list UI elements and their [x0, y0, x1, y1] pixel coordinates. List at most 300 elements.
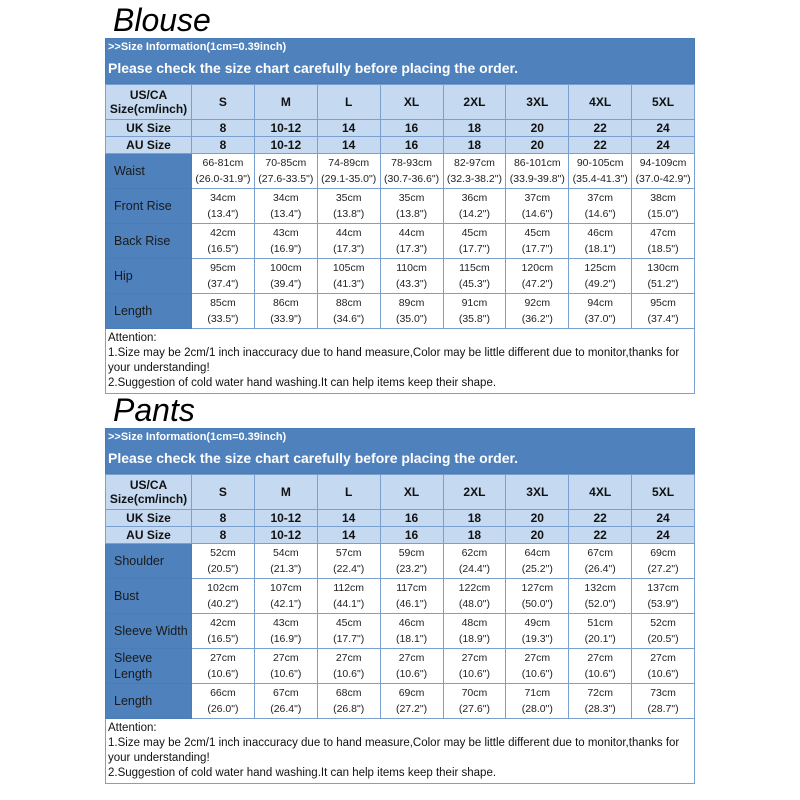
inch-value: (25.2") [521, 563, 553, 575]
cm-value: 34cm [210, 192, 236, 204]
measurement-cell [380, 294, 443, 329]
measurement-cell [254, 684, 317, 719]
measurement-cell [506, 579, 569, 614]
cm-value: 36cm [461, 192, 488, 204]
inch-value: (35.0") [395, 313, 428, 325]
measurement-label: Shoulder [106, 544, 192, 579]
measurement-cell [380, 154, 443, 189]
us-ca-header-cell [106, 475, 192, 510]
measurement-cell [192, 189, 255, 224]
uk-size-cell: 14 [317, 120, 380, 137]
attention-item-1: 1.Size may be 2cm/1 inch inaccuracy due to hand measure,Color may be little different due to monitor,thanks for your understanding! [108, 347, 680, 374]
inch-value: (37.0") [584, 313, 616, 325]
cm-value: 132cm [584, 582, 616, 594]
size-unit-label: Size(cm/inch) [109, 102, 188, 116]
measurement-cell [632, 189, 695, 224]
attention-item-1: 1.Size may be 2cm/1 inch inaccuracy due to hand measure,Color may be little different due to monitor,thanks for your understanding! [108, 737, 680, 764]
measurement-cell [632, 649, 695, 684]
measurement-cell [506, 614, 569, 649]
measurement-cell [443, 154, 506, 189]
inch-value: (22.4") [333, 563, 365, 575]
cm-value: 110cm [396, 262, 427, 274]
cm-value: 54cm [272, 547, 299, 559]
measurement-cell [506, 224, 569, 259]
cm-value: 45cm [461, 227, 488, 239]
measurement-cell [380, 649, 443, 684]
uk-size-cell: 16 [380, 510, 443, 527]
inch-value: (29.1-35.0") [321, 173, 377, 185]
measurement-cell [569, 614, 632, 649]
measurement-cell [632, 544, 695, 579]
inch-value: (13.4") [270, 208, 302, 220]
measurement-label: Length [106, 294, 192, 329]
measurement-cell [254, 649, 317, 684]
au-size-cell: 20 [506, 527, 569, 544]
inch-value: (23.2") [395, 563, 428, 575]
inch-value: (18.5") [647, 243, 679, 255]
measurement-cell [254, 294, 317, 329]
au-size-cell: 14 [317, 137, 380, 154]
measurement-cell [317, 259, 380, 294]
measurement-cell [632, 684, 695, 719]
cm-value: 27cm [461, 652, 488, 664]
measurement-cell [506, 259, 569, 294]
cm-value: 42cm [210, 227, 236, 239]
size-header-cell: S [192, 85, 255, 120]
size-check-notice: Please check the size chart carefully before placing the order. [108, 450, 519, 466]
measurement-cell [443, 224, 506, 259]
inch-value: (18.9") [458, 633, 491, 645]
cm-value: 27cm [650, 652, 676, 664]
us-ca-header-cell [106, 85, 192, 120]
inch-value: (10.6") [270, 668, 302, 680]
measurement-cell [506, 189, 569, 224]
uk-size-cell: 16 [380, 120, 443, 137]
cm-value: 69cm [398, 687, 425, 699]
inch-value: (30.7-36.6") [384, 173, 440, 185]
uk-size-cell: 24 [632, 510, 695, 527]
inch-value: (47.2") [521, 278, 553, 290]
measurement-cell [317, 649, 380, 684]
measurement-cell [443, 684, 506, 719]
pants-attention-note [105, 719, 695, 784]
cm-value: 35cm [335, 192, 362, 204]
measurement-cell [317, 579, 380, 614]
cm-value: 27cm [210, 652, 236, 664]
measurement-cell [632, 614, 695, 649]
measurement-cell [506, 684, 569, 719]
size-header-cell: M [254, 85, 317, 120]
cm-value: 94cm [587, 297, 614, 309]
uk-size-cell: 18 [443, 120, 506, 137]
attention-heading: Attention: [108, 332, 157, 344]
measurement-label: Back Rise [106, 224, 192, 259]
inch-value: (34.6") [333, 313, 365, 325]
measurement-cell [569, 649, 632, 684]
measurement-cell [443, 544, 506, 579]
measurement-label: Front Rise [106, 189, 192, 224]
inch-value: (27.2") [395, 703, 428, 715]
inch-value: (13.4") [207, 208, 239, 220]
cm-value: 72cm [587, 687, 614, 699]
measurement-cell [443, 259, 506, 294]
cm-value: 66cm [210, 687, 236, 699]
size-unit-label: Size(cm/inch) [109, 492, 188, 506]
measurement-cell [569, 684, 632, 719]
measurement-row [106, 294, 695, 329]
inch-value: (17.3") [395, 243, 428, 255]
pants-title: Pants [113, 392, 195, 428]
uk-size-cell: 22 [569, 510, 632, 527]
measurement-row [106, 579, 695, 614]
inch-value: (10.6") [458, 668, 491, 680]
cm-value: 94-109cm [639, 157, 687, 169]
inch-value: (10.6") [207, 668, 239, 680]
measurement-cell [380, 684, 443, 719]
measurement-label: Hip [106, 259, 192, 294]
au-size-cell: 24 [632, 527, 695, 544]
measurement-row [106, 224, 695, 259]
inch-value: (35.8") [458, 313, 491, 325]
cm-value: 49cm [524, 617, 551, 629]
au-size-cell: 8 [192, 137, 255, 154]
measurement-cell [317, 294, 380, 329]
measurement-cell [254, 614, 317, 649]
size-header-cell: XL [380, 475, 443, 510]
cm-value: 100cm [270, 262, 302, 274]
inch-value: (10.6") [521, 668, 553, 680]
cm-value: 86-101cm [513, 157, 561, 169]
cm-value: 95cm [210, 262, 236, 274]
inch-value: (24.4") [458, 563, 491, 575]
cm-value: 27cm [398, 652, 425, 664]
cm-value: 67cm [272, 687, 299, 699]
cm-value: 68cm [335, 687, 362, 699]
measurement-cell [443, 294, 506, 329]
measurement-cell [380, 614, 443, 649]
cm-value: 38cm [650, 192, 676, 204]
measurement-cell [506, 294, 569, 329]
blouse-title: Blouse [113, 2, 211, 38]
inch-value: (15.0") [647, 208, 679, 220]
inch-value: (26.4") [270, 703, 302, 715]
size-header-row [106, 85, 695, 120]
size-header-cell: 3XL [506, 85, 569, 120]
measurement-cell [254, 579, 317, 614]
measurement-cell [506, 649, 569, 684]
pants-banner [105, 428, 695, 474]
inch-value: (39.4") [270, 278, 302, 290]
cm-value: 45cm [335, 617, 362, 629]
measurement-cell [569, 579, 632, 614]
cm-value: 91cm [461, 297, 488, 309]
au-size-cell: 8 [192, 527, 255, 544]
measurement-row [106, 544, 695, 579]
cm-value: 48cm [461, 617, 488, 629]
cm-value: 47cm [650, 227, 676, 239]
inch-value: (16.9") [270, 243, 302, 255]
measurement-cell [632, 224, 695, 259]
inch-value: (37.0-42.9") [635, 173, 691, 185]
size-header-cell: M [254, 475, 317, 510]
attention-item-2: 2.Suggestion of cold water hand washing.It can help items keep their shape. [108, 377, 497, 389]
cm-value: 46cm [587, 227, 614, 239]
measurement-cell [317, 189, 380, 224]
inch-value: (35.4-41.3") [572, 173, 628, 185]
cm-value: 95cm [650, 297, 676, 309]
inch-value: (13.8") [333, 208, 365, 220]
cm-value: 74-89cm [328, 157, 370, 169]
au-size-cell: 16 [380, 137, 443, 154]
inch-value: (17.7") [521, 243, 553, 255]
uk-size-row [106, 120, 695, 137]
size-info-line: >>Size Information(1cm=0.39inch) [108, 431, 287, 443]
uk-size-label: UK Size [106, 120, 192, 137]
cm-value: 27cm [335, 652, 362, 664]
measurement-cell [380, 224, 443, 259]
blouse-section [105, 2, 695, 394]
cm-value: 34cm [272, 192, 299, 204]
inch-value: (20.5") [207, 563, 239, 575]
au-size-cell: 10-12 [254, 137, 317, 154]
measurement-cell [317, 544, 380, 579]
measurement-cell [632, 154, 695, 189]
inch-value: (42.1") [270, 598, 302, 610]
au-size-cell: 24 [632, 137, 695, 154]
au-size-cell: 14 [317, 527, 380, 544]
measurement-cell [254, 154, 317, 189]
inch-value: (27.2") [647, 563, 679, 575]
au-size-row [106, 527, 695, 544]
measurement-row [106, 684, 695, 719]
cm-value: 115cm [459, 262, 490, 274]
au-size-cell: 22 [569, 137, 632, 154]
inch-value: (49.2") [584, 278, 616, 290]
measurement-cell [317, 684, 380, 719]
au-size-cell: 18 [443, 137, 506, 154]
measurement-cell [506, 544, 569, 579]
cm-value: 125cm [584, 262, 616, 274]
cm-value: 85cm [210, 297, 236, 309]
us-ca-label: US/CA [129, 478, 168, 492]
cm-value: 42cm [210, 617, 236, 629]
measurement-cell [632, 294, 695, 329]
cm-value: 102cm [207, 582, 239, 594]
inch-value: (10.6") [395, 668, 428, 680]
inch-value: (19.3") [521, 633, 553, 645]
uk-size-cell: 8 [192, 120, 255, 137]
inch-value: (50.0") [521, 598, 553, 610]
size-header-cell: XL [380, 85, 443, 120]
inch-value: (13.8") [395, 208, 428, 220]
uk-size-cell: 20 [506, 510, 569, 527]
inch-value: (26.4") [584, 563, 616, 575]
inch-value: (21.3") [270, 563, 302, 575]
inch-value: (44.1") [333, 598, 365, 610]
measurement-cell [192, 649, 255, 684]
cm-value: 105cm [332, 262, 365, 274]
cm-value: 27cm [524, 652, 551, 664]
pants-section [105, 392, 695, 784]
measurement-cell [632, 259, 695, 294]
measurement-cell [192, 259, 255, 294]
measurement-cell [192, 614, 255, 649]
cm-value: 44cm [398, 227, 425, 239]
inch-value: (17.7") [458, 243, 491, 255]
cm-value: 62cm [461, 547, 488, 559]
inch-value: (27.6") [458, 703, 491, 715]
cm-value: 117cm [396, 582, 427, 594]
uk-size-cell: 20 [506, 120, 569, 137]
measurement-cell [443, 614, 506, 649]
measurement-label: Waist [106, 154, 192, 189]
measurement-row [106, 259, 695, 294]
cm-value: 88cm [335, 297, 362, 309]
cm-value: 127cm [521, 582, 554, 594]
cm-value: 43cm [272, 617, 299, 629]
au-size-label: AU Size [106, 527, 192, 544]
inch-value: (53.9") [647, 598, 679, 610]
blouse-banner [105, 38, 695, 84]
measurement-cell [569, 224, 632, 259]
size-header-cell: S [192, 475, 255, 510]
size-header-cell: 3XL [506, 475, 569, 510]
measurement-cell [632, 579, 695, 614]
cm-value: 37cm [524, 192, 551, 204]
au-size-cell: 16 [380, 527, 443, 544]
inch-value: (28.7") [647, 703, 679, 715]
inch-value: (10.6") [647, 668, 679, 680]
uk-size-cell: 18 [443, 510, 506, 527]
pants-size-table [105, 474, 695, 719]
inch-value: (14.6") [521, 208, 553, 220]
cm-value: 137cm [647, 582, 679, 594]
inch-value: (43.3") [395, 278, 428, 290]
inch-value: (20.5") [647, 633, 679, 645]
measurement-cell [569, 294, 632, 329]
cm-value: 52cm [650, 617, 676, 629]
cm-value: 59cm [398, 547, 425, 559]
measurement-row [106, 649, 695, 684]
measurement-label: Length [106, 684, 192, 719]
size-header-cell: 4XL [569, 475, 632, 510]
size-header-cell: 2XL [443, 475, 506, 510]
measurement-cell [192, 224, 255, 259]
measurement-cell [192, 544, 255, 579]
size-check-notice: Please check the size chart carefully before placing the order. [108, 60, 519, 76]
cm-value: 64cm [524, 547, 551, 559]
measurement-cell [317, 154, 380, 189]
measurement-cell [569, 154, 632, 189]
cm-value: 90-105cm [576, 157, 624, 169]
uk-size-cell: 10-12 [254, 510, 317, 527]
cm-value: 71cm [524, 687, 551, 699]
measurement-cell [569, 544, 632, 579]
cm-value: 43cm [272, 227, 299, 239]
cm-value: 27cm [587, 652, 614, 664]
measurement-label: Sleeve Width [106, 614, 192, 649]
measurement-cell [192, 294, 255, 329]
measurement-cell [443, 649, 506, 684]
inch-value: (51.2") [647, 278, 679, 290]
inch-value: (14.2") [458, 208, 491, 220]
measurement-cell [254, 189, 317, 224]
inch-value: (18.1") [584, 243, 616, 255]
measurement-cell [569, 189, 632, 224]
measurement-cell [380, 544, 443, 579]
size-info-line: >>Size Information(1cm=0.39inch) [108, 41, 287, 53]
inch-value: (20.1") [584, 633, 616, 645]
inch-value: (18.1") [395, 633, 428, 645]
size-header-row [106, 475, 695, 510]
inch-value: (48.0") [458, 598, 491, 610]
cm-value: 122cm [458, 582, 491, 594]
cm-value: 86cm [272, 297, 299, 309]
inch-value: (40.2") [207, 598, 239, 610]
measurement-cell [254, 224, 317, 259]
cm-value: 35cm [398, 192, 425, 204]
cm-value: 73cm [650, 687, 676, 699]
measurement-cell [192, 684, 255, 719]
measurement-cell [569, 259, 632, 294]
inch-value: (52.0") [584, 598, 616, 610]
cm-value: 112cm [333, 582, 365, 594]
inch-value: (41.3") [333, 278, 365, 290]
uk-size-cell: 10-12 [254, 120, 317, 137]
measurement-row [106, 614, 695, 649]
inch-value: (28.0") [521, 703, 553, 715]
attention-item-2: 2.Suggestion of cold water hand washing.It can help items keep their shape. [108, 767, 497, 779]
inch-value: (17.3") [333, 243, 365, 255]
measurement-row [106, 154, 695, 189]
cm-value: 120cm [521, 262, 554, 274]
measurement-cell [443, 579, 506, 614]
cm-value: 78-93cm [391, 157, 432, 169]
inch-value: (33.9-39.8") [509, 173, 565, 185]
inch-value: (37.4") [647, 313, 679, 325]
size-header-cell: L [317, 475, 380, 510]
measurement-label: Sleeve Length [106, 649, 192, 684]
cm-value: 70cm [461, 687, 488, 699]
cm-value: 44cm [335, 227, 362, 239]
inch-value: (17.7") [333, 633, 365, 645]
measurement-label: Bust [106, 579, 192, 614]
cm-value: 130cm [647, 262, 679, 274]
uk-size-cell: 24 [632, 120, 695, 137]
blouse-size-table [105, 84, 695, 329]
measurement-cell [380, 259, 443, 294]
measurement-cell [380, 189, 443, 224]
inch-value: (16.5") [207, 633, 239, 645]
inch-value: (16.9") [270, 633, 302, 645]
inch-value: (32.3-38.2") [446, 173, 502, 185]
inch-value: (33.9") [270, 313, 302, 325]
size-header-cell: L [317, 85, 380, 120]
cm-value: 82-97cm [454, 157, 495, 169]
cm-value: 66-81cm [202, 157, 244, 169]
size-header-cell: 4XL [569, 85, 632, 120]
cm-value: 92cm [524, 297, 551, 309]
inch-value: (10.6") [333, 668, 365, 680]
cm-value: 89cm [398, 297, 425, 309]
uk-size-label: UK Size [106, 510, 192, 527]
uk-size-row [106, 510, 695, 527]
cm-value: 52cm [210, 547, 236, 559]
size-header-cell: 5XL [632, 85, 695, 120]
cm-value: 46cm [398, 617, 425, 629]
us-ca-label: US/CA [129, 88, 168, 102]
au-size-cell: 10-12 [254, 527, 317, 544]
